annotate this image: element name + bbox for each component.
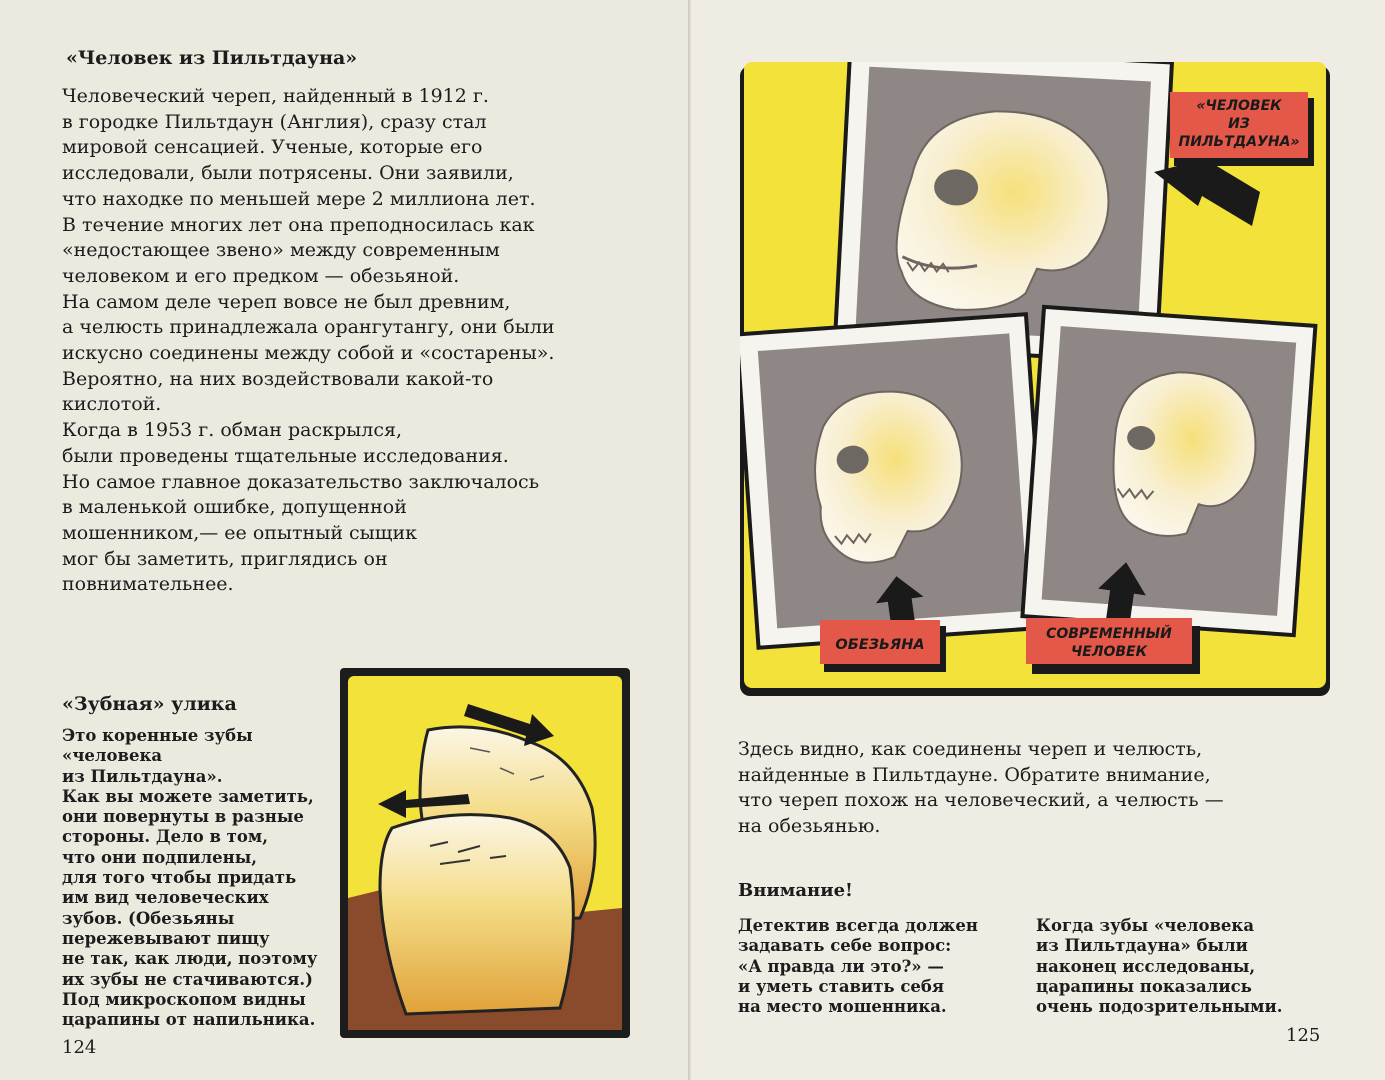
- caption-line: найденные в Пильтдауне. Обратите внимание,: [738, 763, 1211, 786]
- tooth-line: они повернуты в разные: [62, 807, 304, 827]
- tooth-line: стороны. Дело в том,: [62, 827, 268, 847]
- modern-human-photo: [1022, 307, 1315, 635]
- caption-line: Здесь видно, как соединены череп и челюсть,: [738, 738, 1203, 760]
- paragraph-line: человеком и его предком — обезьяной.: [62, 264, 460, 287]
- paragraph-line: На самом деле череп вовсе не был древним,: [62, 290, 511, 313]
- tooth-clue-title: «Зубная» улика: [62, 693, 237, 715]
- page-number-right: 125: [1286, 1025, 1321, 1046]
- paragraph-line: мировой сенсацией. Ученые, которые его: [62, 136, 483, 159]
- attention-line: из Пильтдауна» были: [1036, 936, 1248, 956]
- tooth-line: не так, как люди, поэтому: [62, 949, 318, 969]
- paragraph-line: мог бы заметить, приглядись он: [62, 547, 388, 570]
- attention-line: задавать себе вопрос:: [738, 936, 952, 956]
- skull-comparison-illustration: [740, 62, 1334, 698]
- page-number-left: 124: [62, 1037, 97, 1058]
- piltdown-label-line: «ЧЕЛОВЕК: [1196, 98, 1282, 114]
- tooth-clue-text: [62, 726, 317, 1030]
- tooth-line: что они подпилены,: [62, 847, 258, 867]
- paragraph-line: а челюсть принадлежала орангутангу, они были: [62, 316, 555, 339]
- modern-label-line: СОВРЕМЕННЫЙ: [1046, 626, 1172, 642]
- right-page: [690, 0, 1385, 1080]
- paragraph-line: в городке Пильтдаун (Англия), сразу стал: [62, 110, 487, 133]
- attention-line: наконец исследованы,: [1036, 956, 1256, 976]
- front-molar-shape: [380, 815, 573, 1014]
- modern-label: [1026, 618, 1200, 674]
- book-gutter: [688, 0, 692, 1080]
- piltdown-title: «Человек из Пильтдауна»: [66, 47, 358, 69]
- ape-label: [820, 620, 946, 672]
- paragraph-line: повнимательнее.: [62, 573, 234, 596]
- attention-column-right: [1036, 916, 1282, 1017]
- piltdown-label: [1170, 92, 1314, 166]
- molar-teeth-illustration: [340, 668, 630, 1038]
- tooth-line: царапины от напильника.: [62, 1010, 316, 1030]
- attention-column-left: [738, 916, 978, 1017]
- tooth-line: Это коренные зубы: [62, 726, 253, 745]
- attention-line: на место мошенника.: [738, 997, 947, 1017]
- paragraph-line: Человеческий череп, найденный в 1912 г.: [62, 85, 489, 107]
- attention-title: Внимание!: [738, 880, 853, 901]
- paragraph-line: мошенником,— ее опытный сыщик: [62, 521, 418, 544]
- attention-line: Детектив всегда должен: [738, 916, 978, 935]
- attention-line: «А правда ли это?» —: [738, 956, 944, 976]
- tooth-line: для того чтобы придать: [62, 868, 297, 888]
- tooth-line: «человека: [62, 746, 163, 766]
- paragraph-line: искусно соединены между собой и «состарены».: [62, 342, 555, 365]
- paragraph-line: исследовали, были потрясены. Они заявили,: [62, 162, 514, 185]
- illustration-caption: [738, 737, 1224, 840]
- paragraph-line: Когда в 1953 г. обман раскрылся,: [62, 419, 403, 442]
- tooth-line: им вид человеческих: [62, 888, 269, 908]
- piltdown-label-line: ИЗ: [1228, 116, 1250, 132]
- paragraph-line: В течение многих лет она преподносилась как: [62, 213, 535, 236]
- paragraph-line: Вероятно, на них воздействовали какой-то: [62, 367, 494, 390]
- tooth-line: из Пильтдауна».: [62, 766, 223, 786]
- tooth-line: пережевывают пищу: [62, 928, 270, 948]
- tooth-line: Как вы можете заметить,: [62, 786, 314, 806]
- paragraph-line: в маленькой ошибке, допущенной: [62, 496, 407, 519]
- caption-line: что череп похож на человеческий, а челюсть —: [738, 789, 1224, 812]
- modern-label-line: ЧЕЛОВЕК: [1070, 644, 1148, 660]
- tooth-line: зубов. (Обезьяны: [62, 908, 235, 928]
- attention-line: и уметь ставить себя: [738, 976, 945, 996]
- tooth-line: их зубы не стачиваются.): [62, 969, 313, 989]
- caption-line: на обезьянью.: [738, 815, 881, 838]
- piltdown-paragraph: [62, 84, 555, 598]
- paragraph-line: что находке по меньшей мере 2 миллиона лет.: [62, 187, 536, 210]
- left-page: [0, 0, 690, 1080]
- paragraph-line: «недостающее звено» между современным: [62, 239, 500, 262]
- paragraph-line: были проведены тщательные исследования.: [62, 444, 509, 467]
- tooth-line: Под микроскопом видны: [62, 989, 306, 1009]
- piltdown-label-line: ПИЛЬТДАУНА»: [1178, 134, 1300, 150]
- ape-label-text: ОБЕЗЬЯНА: [835, 637, 925, 653]
- attention-line: царапины показались: [1036, 976, 1252, 996]
- attention-line: Когда зубы «человека: [1036, 916, 1255, 935]
- attention-line: очень подозрительными.: [1036, 997, 1283, 1017]
- paragraph-line: кислотой.: [62, 393, 162, 416]
- paragraph-line: Но самое главное доказательство заключалось: [62, 470, 540, 493]
